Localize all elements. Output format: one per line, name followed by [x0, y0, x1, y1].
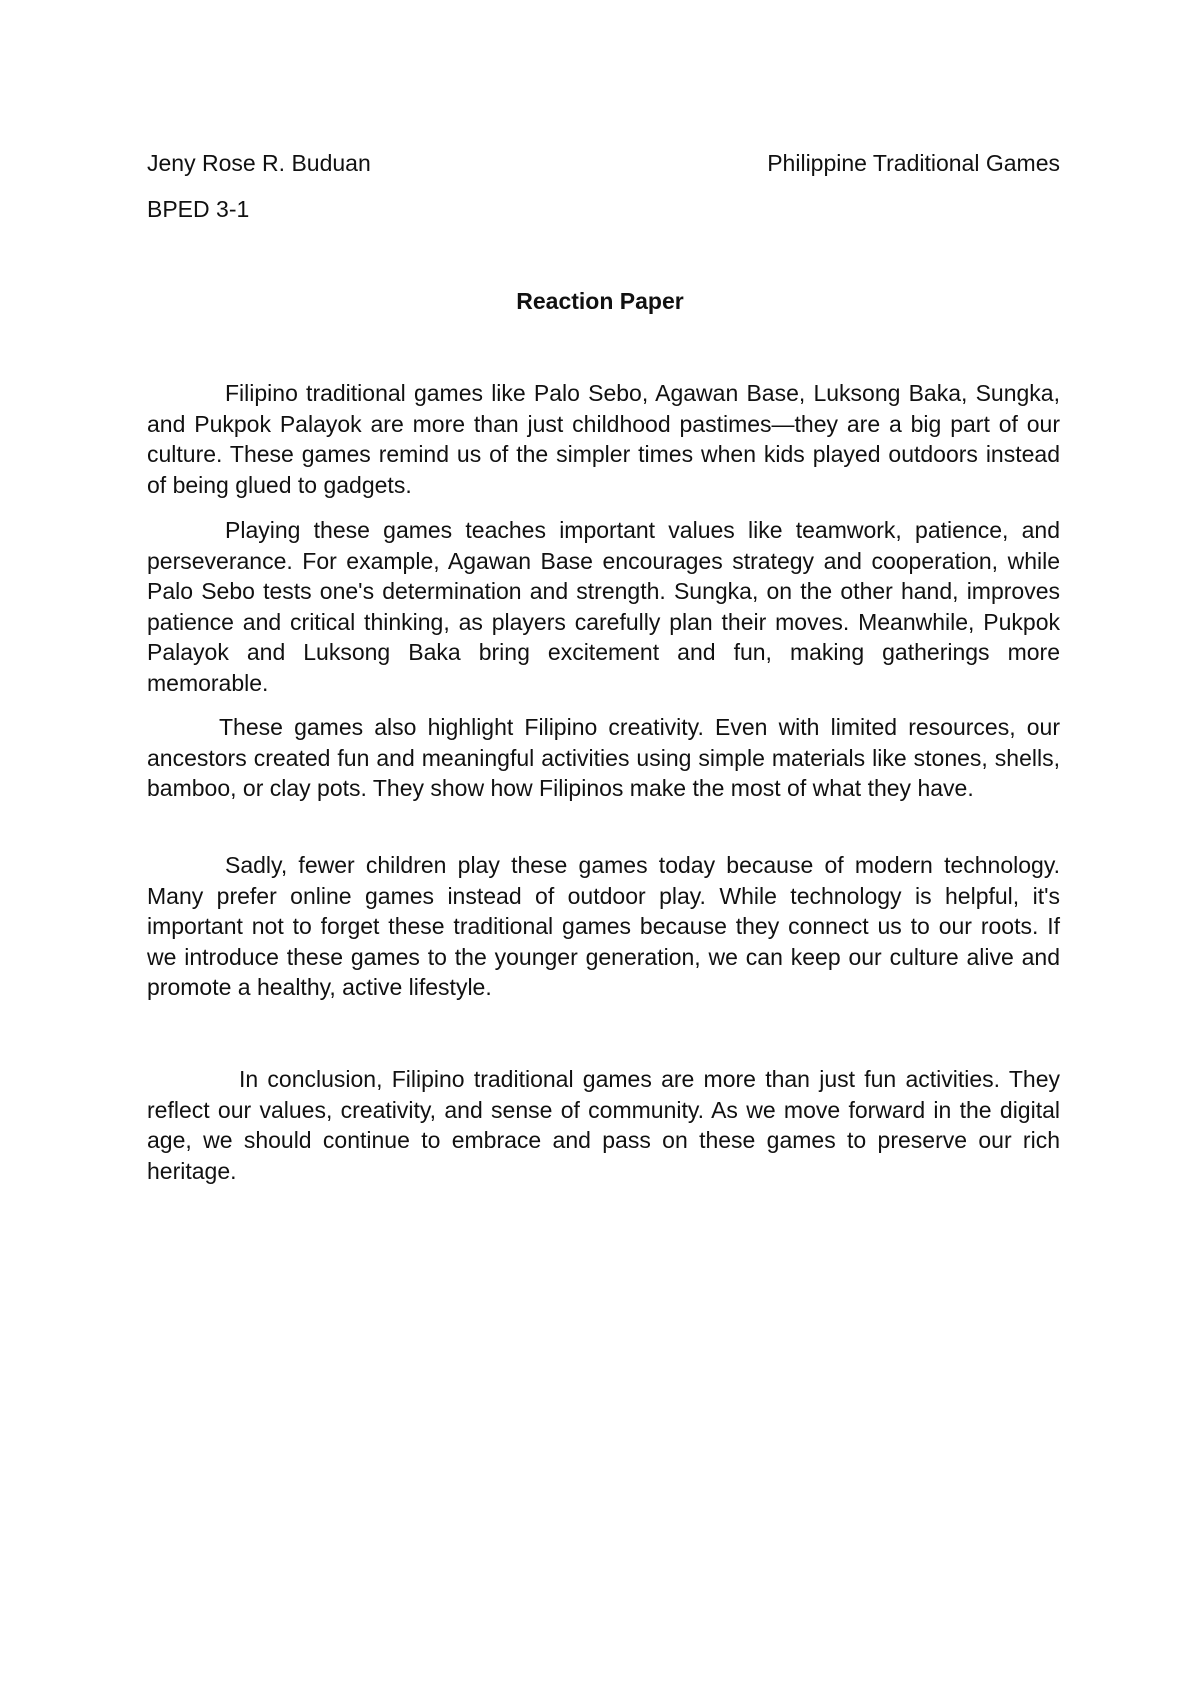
paper-title: Reaction Paper — [516, 288, 684, 314]
class-section: BPED 3-1 — [147, 196, 250, 222]
paragraph-values: Playing these games teaches important values like teamwork, patience, and perseverance. For example, Agawan Base encourages strategy and cooperation, while Palo Sebo tests one's determination and strength. Sungka, on the other hand, improves patience and critical thinking, as players carefully plan their moves. Meanwhile, Pukpok Palayok and Luksong Baka bring excitement and fun, making gatherings more memorable. — [147, 517, 1060, 696]
paper-subject: Philippine Traditional Games — [767, 150, 1060, 176]
paragraph-creativity: These games also highlight Filipino creativity. Even with limited resources, our ancestors created fun and meaningful activities using simple materials like stones, shells, bamboo, or clay pots. They show how Filipinos make the most of what they have. — [147, 714, 1060, 801]
paragraph-intro: Filipino traditional games like Palo Sebo, Agawan Base, Luksong Baka, Sungka, and Pukpok Palayok are more than just childhood pastimes—they are a big part of our culture. These games remind us of the simpler times when kids played outdoors instead of being glued to gadgets. — [147, 380, 1060, 498]
header-row — [147, 148, 1060, 178]
author-name: Jeny Rose R. Buduan — [147, 150, 371, 176]
paragraph-conclusion: In conclusion, Filipino traditional games are more than just fun activities. They reflect our values, creativity, and sense of community. As we move forward in the digital age, we should continue to embrace and pass on these games to preserve our rich heritage. — [147, 1066, 1060, 1184]
paragraph-technology: Sadly, fewer children play these games today because of modern technology. Many prefer online games instead of outdoor play. While technology is helpful, it's important not to forget these traditional games because they connect us to our roots. If we introduce these games to the younger generation, we can keep our culture alive and promote a healthy, active lifestyle. — [147, 852, 1060, 1000]
